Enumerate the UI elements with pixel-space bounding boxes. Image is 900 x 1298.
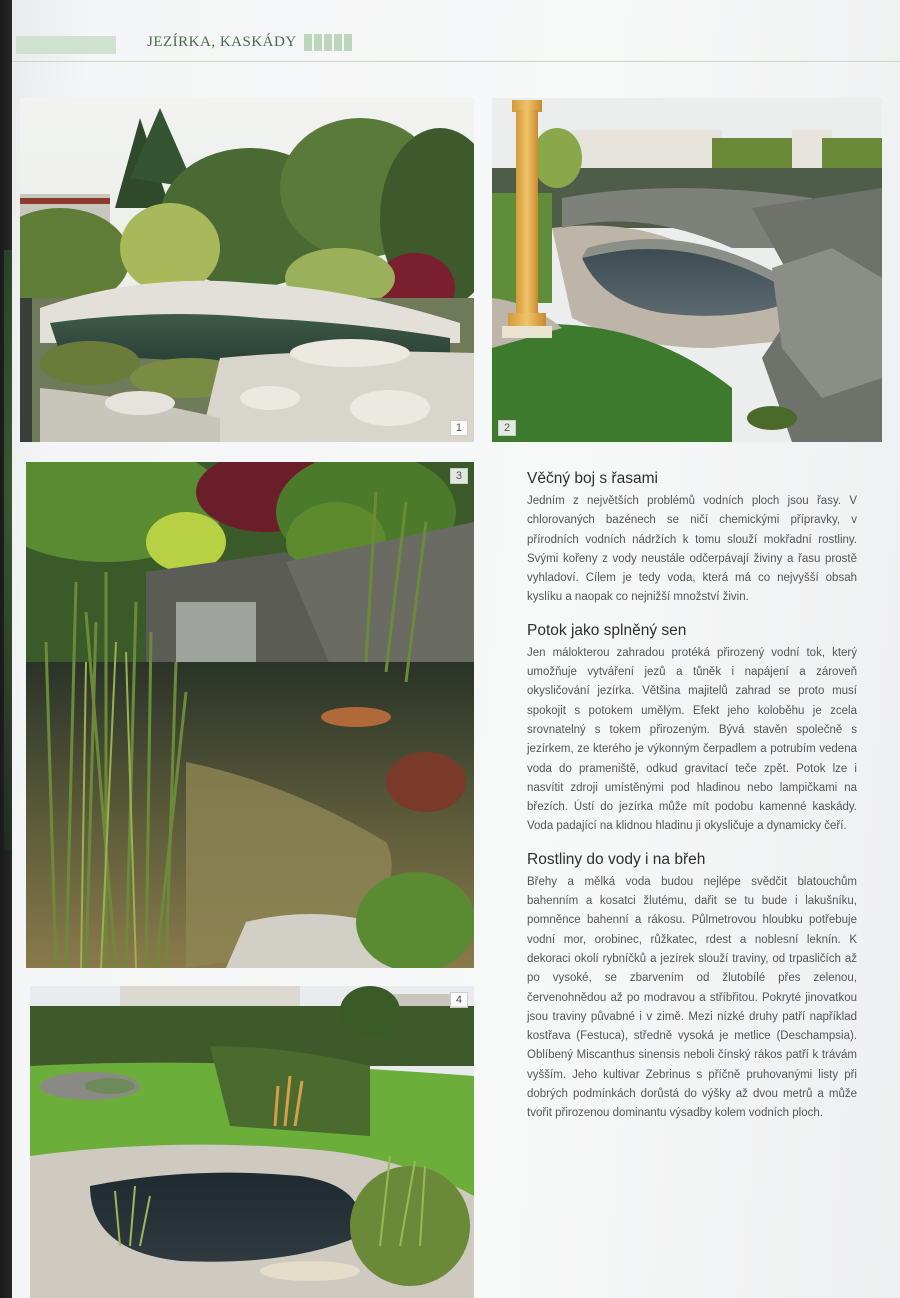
photo-number-badge: 2 [498, 420, 516, 436]
photo-number-badge: 1 [450, 420, 468, 436]
section-heading: Rostliny do vody i na břeh [527, 850, 706, 868]
photo-number-badge: 4 [450, 992, 468, 1008]
photo-4-illustration [30, 986, 474, 1298]
section-title: JEZÍRKA, KASKÁDY [147, 34, 297, 50]
article-text-column [527, 470, 857, 1138]
article-section [527, 622, 857, 837]
page-header [12, 28, 900, 64]
section-paragraph: Jen málokterou zahradou protéká přirozený vodní tok, který umožňuje vytváření jezů a tůněk i napájení a zároveň okysličování jezírka. Většina majitelů zahrad se proto musí spokojit s potokem umělým. Efekt jeho koloběhu je zcela srovnatelný s tokem přirozeným. Bývá stavěn společně s jezírkem, ze kterého je výkonným čerpadlem a potrubím vedena voda do prameniště, odkud gravitací teče zpět. Potok lze i nasvítit zdroji umístěnými pod hladinou nebo lampičkami na březích. Ústí do jezírka může mít podobu kamenné kaskády. Voda padající na klidnou hladinu ji okysličuje a dynamicky čeří. [527, 646, 857, 833]
header-accent-bar [16, 36, 116, 54]
photo-2-illustration [492, 98, 882, 442]
section-heading: Věčný boj s řasami [527, 470, 658, 487]
section-paragraph: Břehy a mělká voda budou nejlépe svědčit blatouchům bahenním a kosatci žlutému, dařit se tu bude i lakušníku, pomněnce bahenní a rákosu. Půlmetrovou hloubku potřebuje vodní mor, orobinec, růžkatec, rdest a noblesní leknín. K dekoraci okolí rybníčků a jezírek slouží traviny, od trpasličích až po vysoké, se zbarvením od žlutobílé přes zelenou, červenohnědou až po modravou a stříbřitou. Pokryté jinovatkou jsou traviny půvabné i v zimě. Mezi nízké druhy patří například kostřava (Festuca), středně vysoká je metlice (Deschampsia). Oblíbený Miscanthus sinensis neboli čínský rákos patří k trávám vyšším. Jeho kultivar Zebrinus s příčně pruhovanými listy při dobrých podmínkách dorůstá do výšky až dvou metrů a může tvořit přirozenou dominantu výsadby kolem vodních ploch. [527, 875, 857, 1120]
photo-number-badge: 3 [450, 468, 468, 484]
photo-3-illustration [26, 462, 474, 968]
section-paragraph: Jedním z největších problémů vodních ploch jsou řasy. V chlorovaných bazénech se ničí chemickými přípravky, v přírodních vodních nádržích k tomu slouží mokřadní rostliny. Svými kořeny z vody neustále odčerpávají živiny a řasu prostě vyhladoví. Cílem je tedy voda, která má co nejvyšší obsah kyslíku a naopak co nejnižší množství živin. [527, 495, 857, 604]
article-section [527, 470, 857, 608]
article-section [527, 851, 857, 1124]
magazine-page [12, 0, 900, 1298]
header-decoration [304, 34, 352, 51]
header-rule [12, 61, 900, 62]
section-heading: Potok jako splněný sen [527, 621, 687, 639]
photo-pond-with-column [492, 98, 882, 442]
photo-1-illustration [20, 98, 474, 442]
photo-waterfall-pond [26, 462, 474, 968]
photo-garden-pond-lawn [30, 986, 474, 1298]
photo-rock-garden-pond [20, 98, 474, 442]
